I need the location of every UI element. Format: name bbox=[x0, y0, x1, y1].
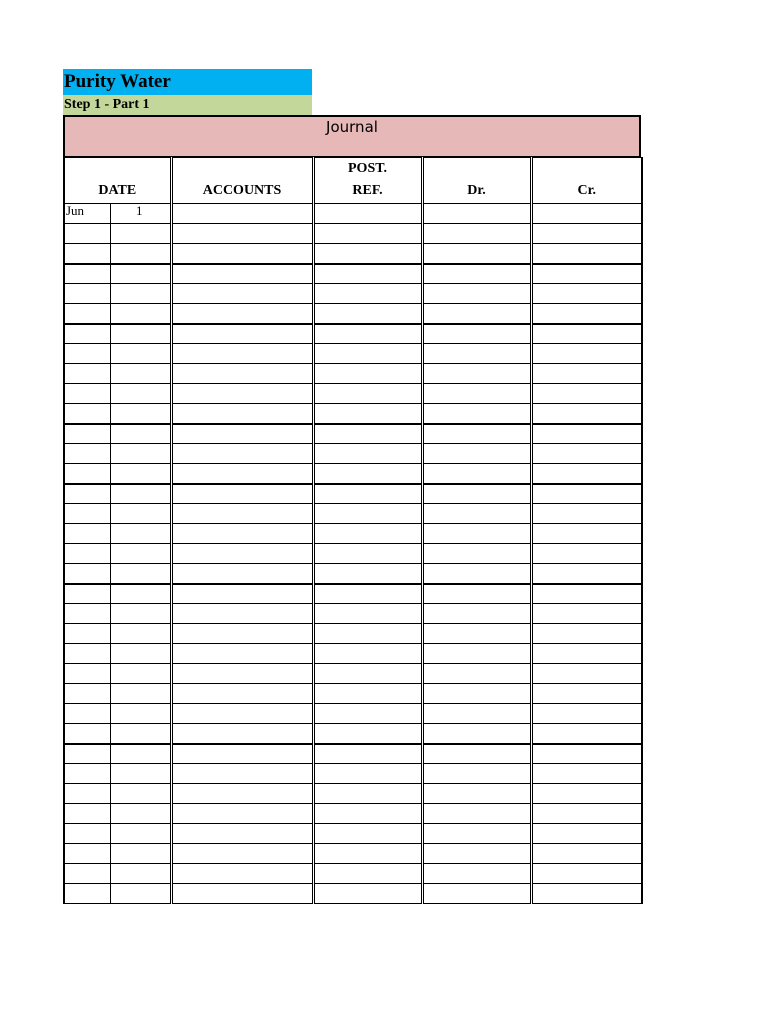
post-ref-line2: REF. bbox=[352, 183, 383, 198]
date-month-cell[interactable] bbox=[64, 624, 110, 644]
credit-cell[interactable] bbox=[531, 744, 642, 764]
accounts-cell[interactable] bbox=[171, 484, 313, 504]
date-day-cell[interactable] bbox=[110, 824, 171, 844]
post-ref-cell[interactable] bbox=[313, 684, 422, 704]
date-month-cell[interactable] bbox=[64, 244, 110, 264]
accounts-cell[interactable] bbox=[171, 864, 313, 884]
table-row bbox=[64, 384, 642, 404]
accounts-cell[interactable] bbox=[171, 204, 313, 224]
date-day-cell[interactable] bbox=[110, 584, 171, 604]
date-day-cell[interactable] bbox=[110, 324, 171, 344]
post-ref-cell[interactable] bbox=[313, 584, 422, 604]
date-day-cell[interactable] bbox=[110, 304, 171, 324]
table-row bbox=[64, 524, 642, 544]
accounts-cell[interactable] bbox=[171, 704, 313, 724]
date-month-cell[interactable] bbox=[64, 664, 110, 684]
date-day-cell[interactable] bbox=[110, 384, 171, 404]
table-row bbox=[64, 604, 642, 624]
date-month-cell[interactable] bbox=[64, 264, 110, 284]
credit-cell[interactable] bbox=[531, 864, 642, 884]
post-ref-cell[interactable] bbox=[313, 764, 422, 784]
date-day-cell[interactable] bbox=[110, 464, 171, 484]
credit-cell[interactable] bbox=[531, 584, 642, 604]
post-ref-cell[interactable] bbox=[313, 784, 422, 804]
accounts-cell[interactable] bbox=[171, 604, 313, 624]
debit-cell[interactable] bbox=[422, 524, 531, 544]
table-row bbox=[64, 464, 642, 484]
post-ref-cell[interactable] bbox=[313, 404, 422, 424]
column-header-accounts: ACCOUNTS bbox=[171, 158, 313, 204]
table-row bbox=[64, 644, 642, 664]
post-ref-cell[interactable] bbox=[313, 384, 422, 404]
debit-cell[interactable] bbox=[422, 404, 531, 424]
date-day-cell[interactable] bbox=[110, 524, 171, 544]
debit-cell[interactable] bbox=[422, 884, 531, 904]
date-month-cell[interactable] bbox=[64, 524, 110, 544]
post-ref-cell[interactable] bbox=[313, 844, 422, 864]
step-label-bar bbox=[63, 95, 312, 115]
post-ref-cell[interactable] bbox=[313, 724, 422, 744]
debit-cell[interactable] bbox=[422, 584, 531, 604]
debit-cell[interactable] bbox=[422, 304, 531, 324]
debit-cell[interactable] bbox=[422, 764, 531, 784]
date-day-cell[interactable] bbox=[110, 724, 171, 744]
post-ref-cell[interactable] bbox=[313, 204, 422, 224]
credit-cell[interactable] bbox=[531, 264, 642, 284]
post-ref-cell[interactable] bbox=[313, 224, 422, 244]
date-day-cell[interactable] bbox=[110, 284, 171, 304]
table-row bbox=[64, 344, 642, 364]
credit-cell[interactable] bbox=[531, 444, 642, 464]
debit-cell[interactable] bbox=[422, 684, 531, 704]
column-header-credit: Cr. bbox=[531, 158, 642, 204]
journal-title: Journal bbox=[326, 118, 378, 136]
accounts-cell[interactable] bbox=[171, 804, 313, 824]
table-row bbox=[64, 324, 642, 344]
date-day-cell[interactable] bbox=[110, 404, 171, 424]
step-label: Step 1 - Part 1 bbox=[64, 97, 150, 112]
post-ref-cell[interactable] bbox=[313, 344, 422, 364]
credit-cell[interactable] bbox=[531, 224, 642, 244]
date-month-cell[interactable] bbox=[64, 804, 110, 824]
date-day-cell[interactable] bbox=[110, 344, 171, 364]
post-ref-cell[interactable] bbox=[313, 324, 422, 344]
debit-cell[interactable] bbox=[422, 264, 531, 284]
credit-cell[interactable] bbox=[531, 324, 642, 344]
post-ref-cell[interactable] bbox=[313, 504, 422, 524]
credit-cell[interactable] bbox=[531, 544, 642, 564]
credit-cell[interactable] bbox=[531, 704, 642, 724]
date-month-cell[interactable] bbox=[64, 564, 110, 584]
post-ref-cell[interactable] bbox=[313, 444, 422, 464]
date-day-cell[interactable] bbox=[110, 504, 171, 524]
credit-cell[interactable] bbox=[531, 484, 642, 504]
table-row bbox=[64, 364, 642, 384]
debit-cell[interactable] bbox=[422, 704, 531, 724]
accounts-cell[interactable] bbox=[171, 544, 313, 564]
table-row bbox=[64, 444, 642, 464]
date-day-cell[interactable] bbox=[110, 264, 171, 284]
debit-cell[interactable] bbox=[422, 504, 531, 524]
table-row bbox=[64, 664, 642, 684]
accounts-cell[interactable] bbox=[171, 244, 313, 264]
table-row bbox=[64, 224, 642, 244]
date-day-cell[interactable] bbox=[110, 664, 171, 684]
credit-cell[interactable] bbox=[531, 564, 642, 584]
table-row bbox=[64, 704, 642, 724]
table-row bbox=[64, 424, 642, 444]
column-header-row bbox=[64, 158, 642, 204]
table-row bbox=[64, 304, 642, 324]
post-ref-cell[interactable] bbox=[313, 464, 422, 484]
date-day-cell[interactable] bbox=[110, 224, 171, 244]
debit-cell[interactable] bbox=[422, 644, 531, 664]
date-day-cell[interactable] bbox=[110, 444, 171, 464]
table-row bbox=[64, 564, 642, 584]
accounts-cell[interactable] bbox=[171, 264, 313, 284]
debit-cell[interactable] bbox=[422, 424, 531, 444]
debit-cell[interactable] bbox=[422, 604, 531, 624]
date-day-cell[interactable] bbox=[110, 364, 171, 384]
accounts-cell[interactable] bbox=[171, 624, 313, 644]
debit-cell[interactable] bbox=[422, 364, 531, 384]
company-name: Purity Water bbox=[64, 71, 171, 92]
debit-cell[interactable] bbox=[422, 824, 531, 844]
debit-cell[interactable] bbox=[422, 284, 531, 304]
date-month-cell[interactable] bbox=[64, 864, 110, 884]
date-month-cell[interactable] bbox=[64, 444, 110, 464]
post-ref-cell[interactable] bbox=[313, 804, 422, 824]
debit-cell[interactable] bbox=[422, 224, 531, 244]
debit-cell[interactable] bbox=[422, 664, 531, 684]
table-row bbox=[64, 544, 642, 564]
table-row bbox=[64, 824, 642, 844]
journal-header bbox=[63, 115, 641, 157]
post-ref-cell[interactable] bbox=[313, 544, 422, 564]
date-month-cell[interactable] bbox=[64, 364, 110, 384]
post-ref-cell[interactable] bbox=[313, 604, 422, 624]
post-ref-cell[interactable] bbox=[313, 864, 422, 884]
post-ref-cell[interactable] bbox=[313, 424, 422, 444]
credit-cell[interactable] bbox=[531, 404, 642, 424]
accounts-cell[interactable] bbox=[171, 444, 313, 464]
date-month-cell[interactable] bbox=[64, 344, 110, 364]
debit-cell[interactable] bbox=[422, 204, 531, 224]
date-month-cell[interactable] bbox=[64, 484, 110, 504]
accounts-cell[interactable] bbox=[171, 564, 313, 584]
date-month-cell[interactable] bbox=[64, 384, 110, 404]
post-ref-cell[interactable] bbox=[313, 884, 422, 904]
post-ref-cell[interactable] bbox=[313, 704, 422, 724]
accounts-cell[interactable] bbox=[171, 764, 313, 784]
date-month-cell[interactable] bbox=[64, 724, 110, 744]
date-month-cell[interactable] bbox=[64, 544, 110, 564]
accounts-cell[interactable] bbox=[171, 884, 313, 904]
column-header-debit: Dr. bbox=[422, 158, 531, 204]
credit-cell[interactable] bbox=[531, 504, 642, 524]
post-ref-line1: POST. bbox=[348, 161, 388, 176]
credit-cell[interactable] bbox=[531, 624, 642, 644]
journal-table bbox=[63, 157, 643, 904]
debit-cell[interactable] bbox=[422, 464, 531, 484]
accounts-cell[interactable] bbox=[171, 524, 313, 544]
date-day-cell[interactable]: 1 bbox=[110, 204, 171, 224]
post-ref-cell[interactable] bbox=[313, 564, 422, 584]
debit-cell[interactable] bbox=[422, 324, 531, 344]
date-day-cell[interactable] bbox=[110, 864, 171, 884]
credit-cell[interactable] bbox=[531, 664, 642, 684]
accounts-cell[interactable] bbox=[171, 464, 313, 484]
accounts-cell[interactable] bbox=[171, 824, 313, 844]
date-month-cell[interactable] bbox=[64, 224, 110, 244]
date-day-cell[interactable] bbox=[110, 764, 171, 784]
date-day-cell[interactable] bbox=[110, 424, 171, 444]
date-day-cell[interactable] bbox=[110, 244, 171, 264]
debit-cell[interactable] bbox=[422, 844, 531, 864]
accounts-cell[interactable] bbox=[171, 324, 313, 344]
table-row bbox=[64, 884, 642, 904]
post-ref-cell[interactable] bbox=[313, 824, 422, 844]
credit-cell[interactable] bbox=[531, 304, 642, 324]
credit-cell[interactable] bbox=[531, 284, 642, 304]
debit-cell[interactable] bbox=[422, 344, 531, 364]
date-day-cell[interactable] bbox=[110, 884, 171, 904]
date-month-cell[interactable] bbox=[64, 504, 110, 524]
credit-cell[interactable] bbox=[531, 844, 642, 864]
accounts-cell[interactable] bbox=[171, 784, 313, 804]
post-ref-cell[interactable] bbox=[313, 364, 422, 384]
date-month-cell[interactable] bbox=[64, 604, 110, 624]
company-title-bar bbox=[63, 69, 312, 95]
credit-cell[interactable] bbox=[531, 384, 642, 404]
table-row bbox=[64, 584, 642, 604]
table-row bbox=[64, 684, 642, 704]
table-row bbox=[64, 764, 642, 784]
accounts-cell[interactable] bbox=[171, 424, 313, 444]
table-row bbox=[64, 804, 642, 824]
date-month-cell[interactable] bbox=[64, 424, 110, 444]
debit-cell[interactable] bbox=[422, 804, 531, 824]
accounts-cell[interactable] bbox=[171, 344, 313, 364]
date-month-cell[interactable] bbox=[64, 304, 110, 324]
table-row bbox=[64, 784, 642, 804]
post-ref-cell[interactable] bbox=[313, 664, 422, 684]
date-day-cell[interactable] bbox=[110, 644, 171, 664]
date-day-cell[interactable] bbox=[110, 804, 171, 824]
debit-cell[interactable] bbox=[422, 244, 531, 264]
debit-cell[interactable] bbox=[422, 484, 531, 504]
accounts-cell[interactable] bbox=[171, 304, 313, 324]
credit-cell[interactable] bbox=[531, 464, 642, 484]
credit-cell[interactable] bbox=[531, 524, 642, 544]
debit-cell[interactable] bbox=[422, 864, 531, 884]
date-day-cell[interactable] bbox=[110, 544, 171, 564]
table-row bbox=[64, 624, 642, 644]
date-day-cell[interactable] bbox=[110, 784, 171, 804]
accounts-cell[interactable] bbox=[171, 384, 313, 404]
table-row bbox=[64, 244, 642, 264]
credit-cell[interactable] bbox=[531, 764, 642, 784]
credit-cell[interactable] bbox=[531, 804, 642, 824]
date-month-cell[interactable]: Jun bbox=[64, 204, 110, 224]
credit-cell[interactable] bbox=[531, 364, 642, 384]
table-row bbox=[64, 204, 642, 224]
credit-cell[interactable] bbox=[531, 824, 642, 844]
date-day-cell[interactable] bbox=[110, 564, 171, 584]
debit-cell[interactable] bbox=[422, 564, 531, 584]
accounts-cell[interactable] bbox=[171, 404, 313, 424]
post-ref-cell[interactable] bbox=[313, 264, 422, 284]
debit-cell[interactable] bbox=[422, 544, 531, 564]
post-ref-cell[interactable] bbox=[313, 244, 422, 264]
date-day-cell[interactable] bbox=[110, 844, 171, 864]
accounts-cell[interactable] bbox=[171, 584, 313, 604]
accounts-cell[interactable] bbox=[171, 364, 313, 384]
credit-cell[interactable] bbox=[531, 204, 642, 224]
credit-cell[interactable] bbox=[531, 784, 642, 804]
table-row bbox=[64, 504, 642, 524]
date-month-cell[interactable] bbox=[64, 704, 110, 724]
accounts-cell[interactable] bbox=[171, 504, 313, 524]
table-row bbox=[64, 404, 642, 424]
date-month-cell[interactable] bbox=[64, 884, 110, 904]
date-month-cell[interactable] bbox=[64, 464, 110, 484]
table-row bbox=[64, 744, 642, 764]
column-header-date: DATE bbox=[64, 158, 171, 204]
accounts-cell[interactable] bbox=[171, 744, 313, 764]
date-month-cell[interactable] bbox=[64, 644, 110, 664]
accounts-cell[interactable] bbox=[171, 284, 313, 304]
table-row bbox=[64, 724, 642, 744]
date-day-cell[interactable] bbox=[110, 704, 171, 724]
credit-cell[interactable] bbox=[531, 644, 642, 664]
date-day-cell[interactable] bbox=[110, 484, 171, 504]
post-ref-cell[interactable] bbox=[313, 304, 422, 324]
table-row bbox=[64, 484, 642, 504]
credit-cell[interactable] bbox=[531, 604, 642, 624]
accounts-cell[interactable] bbox=[171, 224, 313, 244]
accounts-cell[interactable] bbox=[171, 684, 313, 704]
credit-cell[interactable] bbox=[531, 344, 642, 364]
date-day-cell[interactable] bbox=[110, 624, 171, 644]
debit-cell[interactable] bbox=[422, 624, 531, 644]
debit-cell[interactable] bbox=[422, 384, 531, 404]
table-row bbox=[64, 264, 642, 284]
credit-cell[interactable] bbox=[531, 884, 642, 904]
credit-cell[interactable] bbox=[531, 684, 642, 704]
date-month-cell[interactable] bbox=[64, 744, 110, 764]
credit-cell[interactable] bbox=[531, 244, 642, 264]
credit-cell[interactable] bbox=[531, 424, 642, 444]
date-month-cell[interactable] bbox=[64, 404, 110, 424]
date-month-cell[interactable] bbox=[64, 324, 110, 344]
post-ref-cell[interactable] bbox=[313, 484, 422, 504]
debit-cell[interactable] bbox=[422, 724, 531, 744]
post-ref-cell[interactable] bbox=[313, 644, 422, 664]
date-month-cell[interactable] bbox=[64, 584, 110, 604]
post-ref-cell[interactable] bbox=[313, 284, 422, 304]
table-row bbox=[64, 864, 642, 884]
accounts-cell[interactable] bbox=[171, 664, 313, 684]
debit-cell[interactable] bbox=[422, 744, 531, 764]
date-month-cell[interactable] bbox=[64, 284, 110, 304]
post-ref-cell[interactable] bbox=[313, 624, 422, 644]
post-ref-cell[interactable] bbox=[313, 524, 422, 544]
column-header-post-ref bbox=[313, 158, 422, 204]
accounts-cell[interactable] bbox=[171, 844, 313, 864]
date-month-cell[interactable] bbox=[64, 784, 110, 804]
date-day-cell[interactable] bbox=[110, 604, 171, 624]
table-row bbox=[64, 284, 642, 304]
date-month-cell[interactable] bbox=[64, 824, 110, 844]
table-row bbox=[64, 844, 642, 864]
post-ref-cell[interactable] bbox=[313, 744, 422, 764]
accounts-cell[interactable] bbox=[171, 644, 313, 664]
date-day-cell[interactable] bbox=[110, 744, 171, 764]
debit-cell[interactable] bbox=[422, 784, 531, 804]
date-month-cell[interactable] bbox=[64, 684, 110, 704]
date-month-cell[interactable] bbox=[64, 764, 110, 784]
credit-cell[interactable] bbox=[531, 724, 642, 744]
date-month-cell[interactable] bbox=[64, 844, 110, 864]
accounts-cell[interactable] bbox=[171, 724, 313, 744]
date-day-cell[interactable] bbox=[110, 684, 171, 704]
debit-cell[interactable] bbox=[422, 444, 531, 464]
